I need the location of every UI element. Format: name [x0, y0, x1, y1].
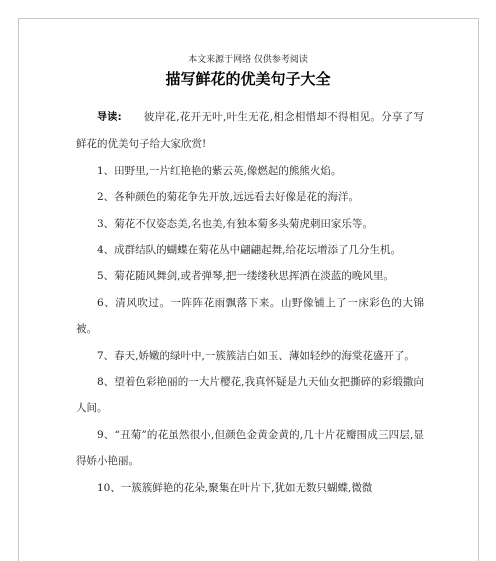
sentence-item-8: 8、望着色彩艳丽的一大片樱花,我真怀疑是九天仙女把撕碎的彩缎撒向人间。	[76, 376, 424, 415]
sentence-item-4: 4、成群结队的蝴蝶在菊花丛中翩翩起舞,给花坛增添了几分生机。	[97, 244, 402, 257]
source-note: 本文来源于网络 仅供参考阅读	[188, 55, 308, 65]
sentence-item-10: 10、一簇簇鲜艳的花朵,聚集在叶片下,犹如无数只蝴蝶,微微	[97, 481, 373, 494]
sentence-item-9: 9、“丑菊”的花虽然很小,但颜色金黄金黄的,几十片花瓣围成三四层,显得娇小艳丽。	[76, 428, 424, 468]
sentence-item-2: 2、各种颜色的菊花争先开放,远远看去好像是花的海洋。	[97, 191, 360, 204]
page-border-right	[478, 18, 479, 561]
document-body	[76, 104, 424, 501]
intro-paragraph	[76, 104, 424, 158]
intro-label: 导读:	[97, 112, 122, 123]
sentence-item-5: 5、菊花随风舞剑,或者弹琴,把一缕缕秋思挥洒在淡蓝的晚风里。	[97, 270, 394, 283]
intro-text: 彼岸花,花开无叶,叶生无花,相念相惜却不得相见。分享了写鲜花的优美句子给大家欣赏!	[76, 111, 425, 151]
page-border-top	[18, 18, 478, 19]
sentence-item-7: 7、春天,娇嫩的绿叶中,一簇簇洁白如玉、薄如轻纱的海棠花盛开了。	[97, 349, 415, 362]
document-title: 描写鲜花的优美句子大全	[165, 70, 331, 88]
sentence-item-3: 3、菊花不仅姿态美,名也美,有独本菊多头菊虎刺田家乐等。	[97, 217, 373, 230]
sentence-item-6: 6、清风吹过。一阵阵花雨飘落下来。山野像铺上了一床彩色的大锦被。	[76, 296, 424, 336]
sentence-item-1: 1、田野里,一片红艳艳的紫云英,像燃起的熊熊火焰。	[97, 164, 342, 177]
page-border-left	[18, 18, 19, 561]
